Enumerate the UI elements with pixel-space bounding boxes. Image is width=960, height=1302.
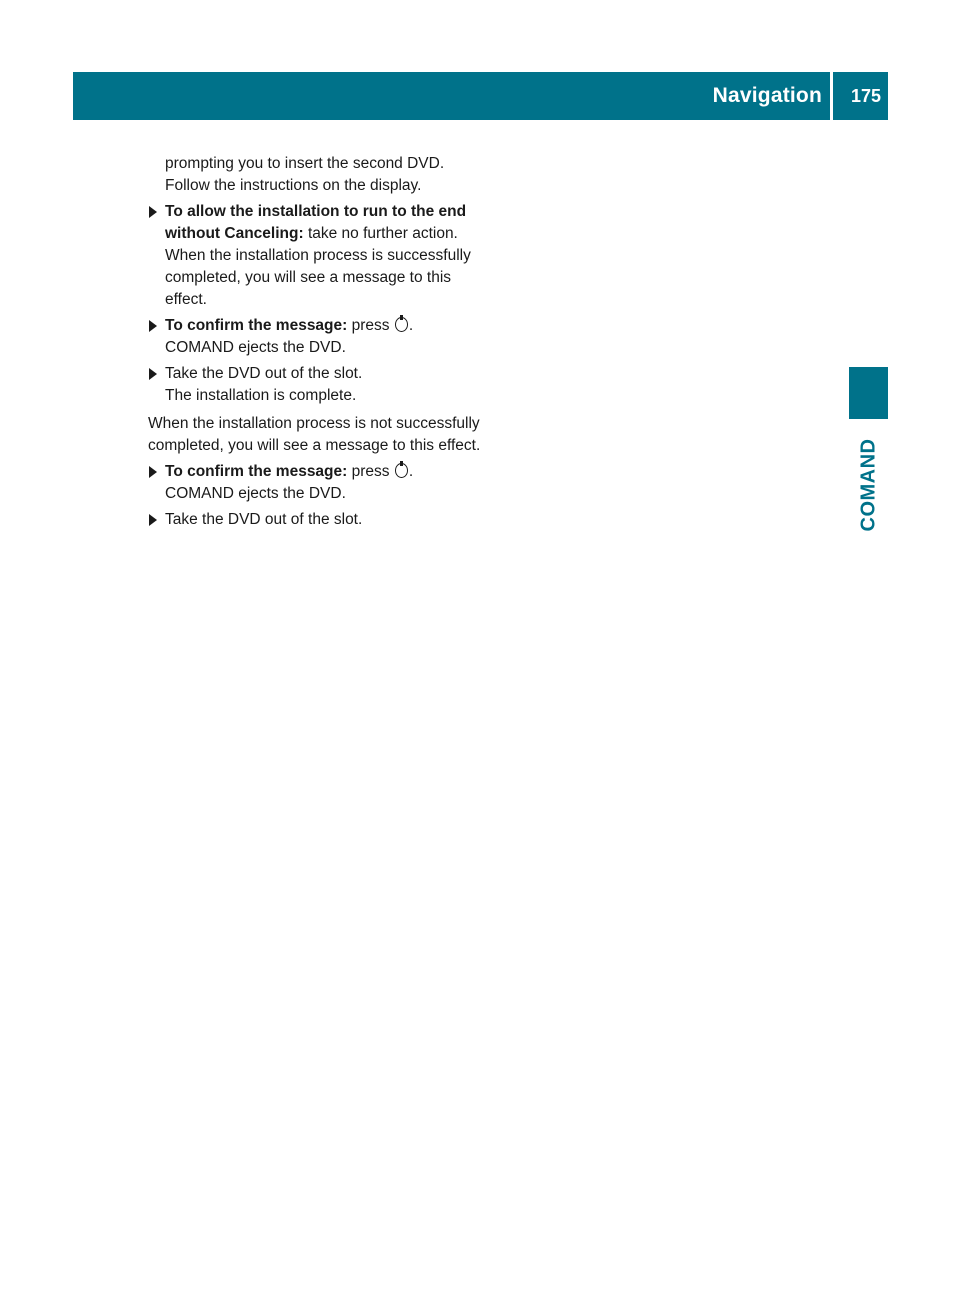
- section-title: Navigation: [712, 84, 822, 107]
- header-bar: [73, 72, 888, 120]
- step-arrow-icon: [149, 466, 157, 478]
- step-text: Take the DVD out of the slot.: [165, 365, 363, 382]
- step-item: [148, 509, 488, 531]
- controller-knob-icon: [395, 317, 408, 332]
- intro-line-1: prompting you to insert the second DVD.: [165, 155, 445, 172]
- side-tab-text: COMAND: [857, 438, 880, 532]
- page-number: 175: [850, 86, 881, 106]
- step-arrow-icon: [149, 320, 157, 332]
- step-result: COMAND ejects the DVD.: [165, 339, 346, 356]
- step-item: [148, 461, 488, 505]
- step-arrow-icon: [149, 206, 157, 218]
- body-paragraph: When the installation process is not successfully completed, you will see a message to this effect.: [148, 415, 481, 454]
- step-text: To allow the installation to run to the end without Canceling: take no further action.: [165, 203, 467, 242]
- header-separator: [830, 72, 833, 120]
- step-arrow-icon: [149, 368, 157, 380]
- step-text: To confirm the message: press .: [165, 463, 414, 480]
- controller-knob-icon: [395, 463, 408, 478]
- step-item: [148, 201, 488, 311]
- step-result: When the installation process is successfully completed, you will see a message to this effect.: [165, 247, 471, 308]
- step-item: [148, 315, 488, 359]
- step-result: COMAND ejects the DVD.: [165, 485, 346, 502]
- intro-line-2: Follow the instructions on the display.: [165, 177, 422, 194]
- step-result: The installation is complete.: [165, 387, 357, 404]
- step-text: Take the DVD out of the slot.: [165, 511, 363, 528]
- page-content: [148, 153, 488, 531]
- step-text: To confirm the message: press .: [165, 317, 414, 334]
- side-tab-block: [849, 367, 888, 419]
- step-arrow-icon: [149, 514, 157, 526]
- side-tab-label: [850, 430, 888, 540]
- step-item: [148, 363, 488, 407]
